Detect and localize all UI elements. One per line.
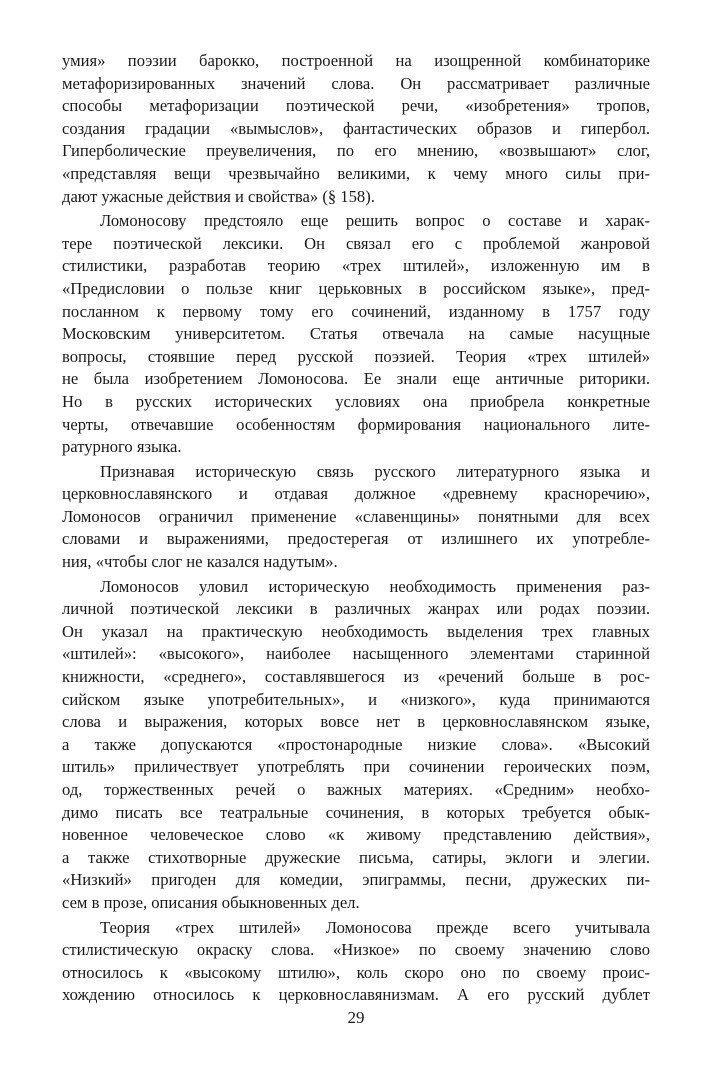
- text-line: од, торжественных речей о важных материях. «Средним» необхо-: [62, 780, 650, 799]
- text-line: Он указал на практическую необходимость выделения трех главных: [62, 621, 650, 641]
- text-line: новенное человеческое слово «к живому представлению действия»,: [62, 825, 650, 845]
- text-line: личной поэтической лексики в различных жанрах или родах поэзии.: [62, 599, 650, 619]
- text-line: тере поэтической лексики. Он связал его с проблемой жанровой: [62, 233, 650, 253]
- text-line: Но в русских исторических условиях она приобрела конкретные: [62, 391, 650, 411]
- text-line: сийском языке употребительных», и «низкого», куда принимаются: [62, 689, 650, 709]
- text-line: «штилей»: «высокого», наиболее насыщенного элементами старинной: [62, 644, 650, 664]
- text-line: стилистики, разработав теорию «трех штилей», изложенную им в: [62, 256, 650, 276]
- text-line: вопросы, стоявшие перед русской поэзией. Теория «трех штилей»: [62, 346, 650, 366]
- page-number: 29: [347, 1008, 365, 1027]
- text-line: стилистическую окраску слова. «Низкое» по своему значению слово: [62, 940, 650, 960]
- paragraph-3: [62, 461, 650, 574]
- text-line: слова и выражения, которых вовсе нет в церковнославянском языке,: [62, 712, 650, 732]
- text-line: димо писать все театральные сочинения, в которых требуется обык-: [62, 802, 650, 822]
- text-line: Признавая историческую связь русского литературного языка и: [100, 461, 650, 481]
- paragraph-1: [62, 50, 650, 208]
- text-line: способы метафоризации поэтической речи, «изобретения» тропов,: [62, 96, 650, 116]
- text-line: словами и выражениями, предостерегая от излишнего их употребле-: [62, 529, 650, 549]
- text-line: черты, отвечавшие особенностям формирования национального лите-: [62, 414, 650, 434]
- text-line: Ломоносову предстояло еще решить вопрос о составе и харак-: [100, 211, 650, 231]
- text-line: дают ужасные действия и свойства» (§ 158).: [62, 186, 375, 206]
- text-line: а также допускаются «простонародные низкие слова». «Высокий: [62, 734, 650, 754]
- page-body: [62, 50, 650, 1009]
- text-line: хождению относилось к церковнославянизмам. А его русский дублет: [62, 985, 650, 1005]
- text-line: Ломоносов ограничил применение «славенщины» понятными для всех: [62, 506, 650, 526]
- text-line: а также стихотворные дружеские письма, сатиры, эклоги и элегии.: [62, 847, 650, 867]
- text-line: ратурного языка.: [62, 437, 182, 457]
- text-line: штиль» приличествует употреблять при сочинении героических поэм,: [62, 757, 650, 777]
- text-line: сем в прозе, описания обыкновенных дел.: [62, 892, 360, 912]
- text-line: ния, «чтобы слог не казался надутым».: [62, 552, 338, 572]
- text-line: Гиперболические преувеличения, по его мнению, «возвышают» слог,: [62, 141, 650, 161]
- text-line: церковнославянского и отдавая должное «древнему красноречию»,: [62, 484, 650, 504]
- text-line: книжности, «среднего», составлявшегося из «речений больше в рос-: [62, 667, 650, 687]
- text-line: «Низкий» пригоден для комедии, эпиграммы, песни, дружеских пи-: [62, 870, 650, 890]
- text-line: не была изобретением Ломоносова. Ее знали еще античные риторики.: [62, 369, 650, 389]
- text-line: относилось к «высокому штилю», коль скоро оно по своему проис-: [62, 962, 650, 982]
- paragraph-2: [62, 210, 650, 459]
- text-line: «Предисловии о пользе книг церьковных в российском языке», пред-: [62, 278, 650, 298]
- text-line: создания градации «вымыслов», фантастических образов и гипербол.: [62, 118, 650, 138]
- text-line: Теория «трех штилей» Ломоносова прежде всего учитывала: [100, 917, 650, 937]
- paragraph-4: [62, 576, 650, 915]
- text-line: «представляя вещи чрезвычайно великими, к чему много силы при-: [62, 163, 650, 183]
- paragraph-5: [62, 917, 650, 1007]
- text-line: умия» поэзии барокко, построенной на изощренной комбинаторике: [62, 51, 650, 70]
- text-line: посланном к первому тому его сочинений, изданному в 1757 году: [62, 301, 650, 321]
- text-line: метафоризированных значений слова. Он рассматривает различные: [62, 73, 650, 93]
- text-line: Московским университетом. Статья отвечала на самые насущные: [62, 324, 650, 344]
- text-line: Ломоносов уловил историческую необходимость применения раз-: [100, 576, 650, 596]
